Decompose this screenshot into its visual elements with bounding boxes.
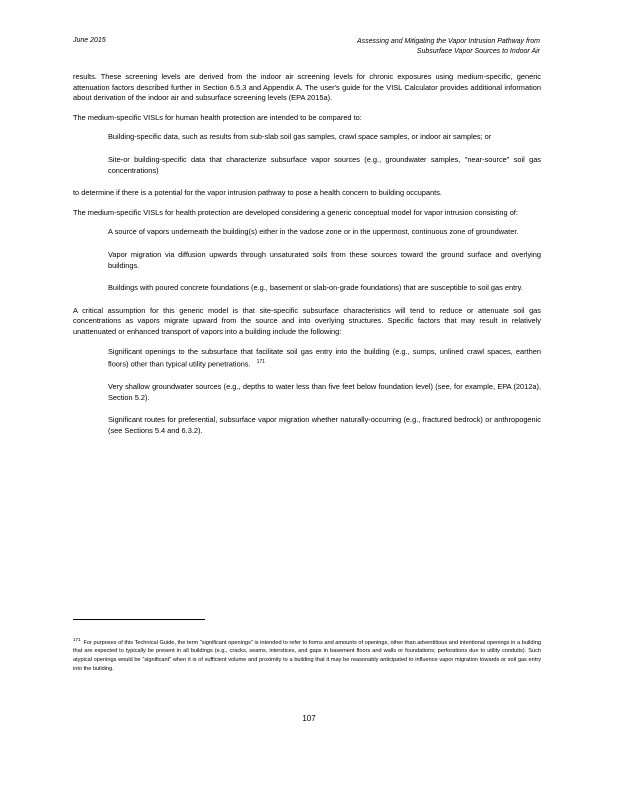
footnote [73, 636, 541, 673]
bullet-list-1 [73, 132, 541, 176]
list-item-text: Vapor migration via diffusion upwards through unsaturated soils from these sources toward the ground surface and overlying buildings. [108, 249, 541, 270]
list-item [73, 415, 541, 436]
list-item [73, 347, 541, 371]
bullet-list-2 [73, 227, 541, 293]
list-item-text: Very shallow groundwater sources (e.g., depths to water less than five feet below foundation level) (see, for example, EPA (2012a), Section 5.2). [108, 382, 541, 402]
list-item [73, 155, 541, 176]
paragraph-5: A critical assumption for this generic model is that site-specific subsurface characteristics will tend to reduce or attenuate soil gas concentrations as vapors migrate upward from the source and into overlying structures. Specific factors that may result in relatively unattenuated or enhanced transport of vapors into a building include the following: [73, 305, 541, 336]
list-item [73, 250, 541, 271]
list-item [73, 382, 541, 403]
footnote-divider [73, 619, 205, 620]
header-title-line2: Subsurface Vapor Sources to Indoor Air [416, 48, 540, 55]
list-item-text: A source of vapors underneath the building(s) either in the vadose zone or in the uppermost, continuous zone of groundwater. [108, 227, 519, 237]
footnote-number: 171 [73, 637, 81, 642]
paragraph-2: The medium-specific VISLs for human health protection are intended to be compared to: [73, 112, 362, 122]
list-item-text: Site-or building-specific data that characterize subsurface vapor sources (e.g., groundwater samples, "near-source" soil gas concentrations) [108, 154, 541, 175]
page-number: 107 [302, 714, 316, 723]
body-text [73, 72, 541, 449]
footnote-reference[interactable]: 171 [256, 359, 265, 366]
list-item [73, 283, 541, 294]
list-item-text: Significant routes for preferential, subsurface vapor migration whether naturally-occurring (e.g., fractured bedrock) or anthropogenic (see Sections 5.4 and 6.3.2). [108, 415, 541, 435]
header-date: June 2015 [73, 37, 106, 44]
footnote-text: For purposes of this Technical Guide, the term "significant openings" is intended to refer to forms and amounts of openings, other than adventitious and intentional openings in a building that are expected to typically be present in all buildings (e.g., cracks, seams, interstices, and gaps in basement floors and walls or foundations; perforations due to utility conduits). Such atypical openings would be "significant" when it is of sufficient volume and proximity to a building that it may be reasonably anticipated to influence vapor migration towards or soil gas entry into the building. [73, 639, 541, 672]
list-item-text: Buildings with poured concrete foundations (e.g., basement or slab-on-grade foundations) that are susceptible to soil gas entry. [108, 283, 523, 293]
paragraph-1: results. These screening levels are derived from the indoor air screening levels for chronic exposures using medium-specific, generic attenuation factors described further in Section 6.5.3 and Appendix A. The user's guide for the VISL Calculator provides additional information about derivation of the indoor air and subsurface screening levels (EPA 2015a). [73, 72, 541, 103]
paragraph-3: to determine if there is a potential for the vapor intrusion pathway to pose a health concern to building occupants. [73, 188, 442, 198]
header-title-line1: Assessing and Mitigating the Vapor Intrusion Pathway from [356, 38, 540, 45]
list-item-text: Significant openings to the subsurface that facilitate soil gas entry into the building (e.g., sumps, unlined crawl spaces, earthen floors) other than typical utility penetrations. [108, 346, 541, 369]
paragraph-4: The medium-specific VISLs for health protection are developed considering a generic conceptual model for vapor intrusion consisting of: [73, 207, 518, 217]
list-item [73, 227, 541, 238]
list-item [73, 132, 541, 143]
list-item-text: Building-specific data, such as results from sub-slab soil gas samples, crawl space samples, or indoor air samples; or [108, 132, 492, 142]
bullet-list-3 [73, 347, 541, 437]
header-title [357, 37, 540, 57]
